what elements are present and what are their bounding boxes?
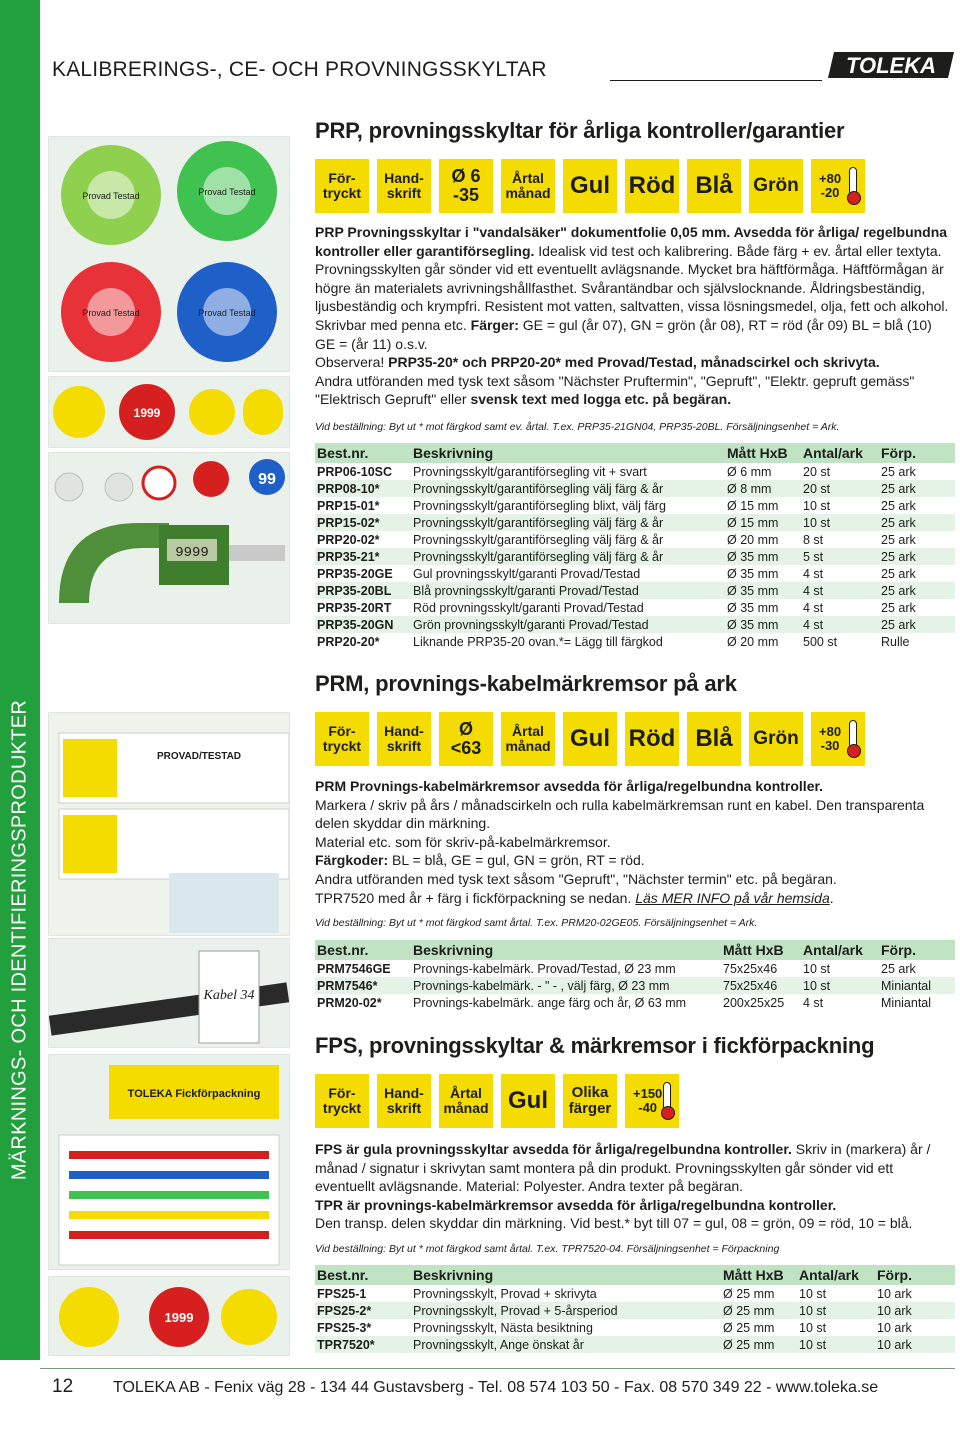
- more-info-link[interactable]: Läs MER INFO på vår hemsida: [635, 889, 830, 906]
- badge-diameter: Ø <63: [439, 712, 493, 766]
- prp-section-title: PRP, provningsskyltar för årliga kontroller/garantier: [315, 118, 845, 143]
- prm-description: PRM Provnings-kabelmärkremsor avsedda för årliga/regelbundna kontroller. Markera / skriv på års / månadscirkeln och rulla kabelmärkremsan runt en kabel. Den transparenta delen skyddar din märkning. Material etc. som för skriv-på-kabelmärkremsor. Färgkoder: BL = blå, GE = gul, GN = grön, RT = röd. Andra utföranden med tysk text såsom "Gepruft", "Nächster termin" etc. på begäran. TPR7520 med år + färg i fickförpackning se nedan. Läs MER INFO på vår hemsida.: [315, 778, 925, 906]
- svg-text:PROVAD/TESTAD: PROVAD/TESTAD: [156, 751, 242, 762]
- photo-prp-discs: [48, 136, 290, 372]
- badge-temperature: +80 -20: [811, 159, 865, 213]
- badge-fortryckt: För- tryckt: [315, 159, 369, 213]
- badge-artal-manad: Årtal månad: [501, 159, 555, 213]
- table-row: FPS25-2* Provningsskylt, Provad + 5-årsperiod Ø 25 mm 10 st 10 ark: [315, 1302, 955, 1319]
- table-row: PRP35-20GE Gul provningsskylt/garanti Provad/Testad Ø 35 mm 4 st 25 ark: [315, 565, 955, 582]
- badge-handskrift: Hand- skrift: [377, 159, 431, 213]
- thermometer-icon: [663, 1082, 671, 1114]
- fps-section-title: FPS, provningsskyltar & märkremsor i fickförpackning: [315, 1033, 875, 1058]
- badge-gul: Gul: [501, 1074, 555, 1128]
- svg-text:Provad Testad: Provad Testad: [82, 191, 140, 201]
- prp-table: [315, 443, 955, 650]
- thermometer-icon: [849, 720, 857, 752]
- photo-prm-sheets: [48, 712, 290, 936]
- badge-fortryckt: För- tryckt: [315, 1074, 369, 1128]
- table-row: PRP35-21* Provningsskylt/garantiförsegling välj färg & år Ø 35 mm 5 st 25 ark: [315, 548, 955, 565]
- prp-order-note: Vid beställning: Byt ut * mot färgkod samt ev. årtal. T.ex. PRP35-21GN04, PRP35-20BL. Försäljningsenhet = Ark.: [315, 421, 840, 433]
- photo-fps-discs: [48, 1276, 290, 1356]
- table-header-row: Best.nr. Beskrivning Mått HxB Antal/ark Förp.: [315, 940, 955, 960]
- badge-temperature: +150 -40: [625, 1074, 679, 1128]
- badge-gron: Grön: [749, 712, 803, 766]
- footer-rule: [40, 1368, 955, 1369]
- badge-temperature: +80 -30: [811, 712, 865, 766]
- table-row: PRM20-02* Provnings-kabelmärk. ange färg och år, Ø 63 mm 200x25x25 4 st Miniantal: [315, 994, 955, 1011]
- badge-fortryckt: För- tryckt: [315, 712, 369, 766]
- footer-contact: TOLEKA AB - Fenix väg 28 - 134 44 Gustavsberg - Tel. 08 574 103 50 - Fax. 08 570 349 22 - www.toleka.se: [113, 1379, 879, 1396]
- badge-bla: Blå: [687, 712, 741, 766]
- page-title: KALIBRERINGS-, CE- OCH PROVNINGSSKYLTAR: [52, 58, 547, 81]
- badge-olika-farger: Olika färger: [563, 1074, 617, 1128]
- table-row: FPS25-1 Provningsskylt, Provad + skrivyta Ø 25 mm 10 st 10 ark: [315, 1285, 955, 1302]
- svg-text:99: 99: [258, 471, 276, 488]
- svg-text:Provad Testad: Provad Testad: [82, 308, 140, 318]
- prm-badges: [315, 712, 865, 766]
- disc-labels-illustration: [49, 137, 289, 371]
- svg-text:TOLEKA Fickförpackning: TOLEKA Fickförpackning: [127, 1088, 261, 1100]
- prm-section-title: PRM, provnings-kabelmärkremsor på ark: [315, 671, 737, 696]
- table-row: PRP15-02* Provningsskylt/garantiförsegling välj färg & år Ø 15 mm 10 st 25 ark: [315, 514, 955, 531]
- prp-badges: [315, 159, 865, 213]
- svg-text:9999: 9999: [175, 545, 209, 561]
- fps-badges: [315, 1074, 679, 1128]
- page-number: 12: [52, 1376, 74, 1397]
- badge-artal-manad: Årtal månad: [439, 1074, 493, 1128]
- svg-text:Kabel 34: Kabel 34: [203, 988, 255, 1003]
- badge-bla: Blå: [687, 159, 741, 213]
- badge-artal-manad: Årtal månad: [501, 712, 555, 766]
- table-row: PRP35-20BL Blå provningsskylt/garanti Provad/Testad Ø 35 mm 4 st 25 ark: [315, 582, 955, 599]
- table-header-row: Best.nr. Beskrivning Mått HxB Antal/ark Förp.: [315, 443, 955, 463]
- svg-text:Provad Testad: Provad Testad: [198, 187, 256, 197]
- prp-description: PRP Provningsskyltar i "vandalsäker" dokumentfolie 0,05 mm. Avsedda för årliga/ regelbundna kontroller eller garantiförsegling. Idealisk vid test och kalibrering. Både färg + ev. årtal eller textyta. Provningsskylten går sönder vid ett eventuellt avlägsnande. Mycket bra häftförmåga. Häftförmågan är högre än materialets avrivningshållfasthet. Svårantändbar och självslocknande. Åldringsbeständig, ljusbeständig och krympfri. Resistent mot vatten, saltvatten, vissa lösningsmedel, olja, fett och alkohol. Skrivbar med penna etc. Färger: GE = gul (år 07), GN = grön (år 08), RT = röd (år 09) BL = blå (10) GE = (år 11) o.s.v. Observera! PRP35-20* och PRP20-20* med Provad/Testad, månadscirkel och skrivyta. Andra utföranden med tysk text såsom "Nächster Pruftermin", "Gepruft", "Elektr. gepruft gemäss" "Elektrisch Gepruft" eller svensk text med logga etc. på begäran.: [315, 224, 949, 408]
- photo-micrometer: [48, 452, 290, 624]
- badge-handskrift: Hand- skrift: [377, 712, 431, 766]
- photo-prp-mini-labels: [48, 376, 290, 448]
- table-row: PRP20-02* Provningsskylt/garantiförsegling välj färg & år Ø 20 mm 8 st 25 ark: [315, 531, 955, 548]
- toleka-logo: [828, 50, 956, 80]
- table-row: PRP15-01* Provningsskylt/garantiförsegling blixt, välj färg Ø 15 mm 10 st 25 ark: [315, 497, 955, 514]
- badge-handskrift: Hand- skrift: [377, 1074, 431, 1128]
- sidebar-label-wrap: [0, 0, 40, 1360]
- badge-rod: Röd: [625, 712, 679, 766]
- svg-text:1999: 1999: [133, 406, 161, 420]
- table-row: PRP35-20RT Röd provningsskylt/garanti Provad/Testad Ø 35 mm 4 st 25 ark: [315, 599, 955, 616]
- table-row: PRP20-20* Liknande PRP35-20 ovan.*= Lägg till färgkod Ø 20 mm 500 st Rulle: [315, 633, 955, 650]
- sidebar-label: MÄRKNINGS- OCH IDENTIFIERINGSPRODUKTER: [8, 699, 31, 1181]
- table-row: PRM7546* Provnings-kabelmärk. - " - , välj färg, Ø 23 mm 75x25x46 10 st Miniantal: [315, 977, 955, 994]
- table-header-row: Best.nr. Beskrivning Mått HxB Antal/ark Förp.: [315, 1265, 955, 1285]
- prm-order-note: Vid beställning: Byt ut * mot färgkod samt årtal. T.ex. PRM20-02GE05. Försäljningsenhet = Ark.: [315, 917, 758, 929]
- logo-text: TOLEKA: [845, 53, 937, 78]
- badge-gul: Gul: [563, 159, 617, 213]
- badge-diameter: Ø 6 -35: [439, 159, 493, 213]
- svg-text:Provad Testad: Provad Testad: [198, 308, 256, 318]
- fps-description: FPS är gula provningsskyltar avsedda för årliga/regelbundna kontroller. Skriv in (markera) år / månad / signatur i skrivytan samt montera på din produkt. Provningsskylten går sönder vid ett eventuellt avlägsnande. Material: Polyester. Andra texter på begäran. TPR är provnings-kabelmärkremsor avsedda för årliga/regelbundna kontroller. Den transp. delen skyddar din märkning. Vid best.* byt till 07 = gul, 08 = grön, 09 = röd, 10 = blå.: [315, 1141, 931, 1232]
- table-row: FPS25-3* Provningsskylt, Nästa besiktning Ø 25 mm 10 st 10 ark: [315, 1319, 955, 1336]
- table-row: PRM7546GE Provnings-kabelmärk. Provad/Testad, Ø 23 mm 75x25x46 10 st 25 ark: [315, 960, 955, 977]
- header-rule: [610, 80, 822, 81]
- svg-text:1999: 1999: [164, 1310, 194, 1325]
- prm-table: [315, 940, 955, 1011]
- badge-rod: Röd: [625, 159, 679, 213]
- fps-table: [315, 1265, 955, 1353]
- badge-gron: Grön: [749, 159, 803, 213]
- table-row: PRP35-20GN Grön provningsskylt/garanti Provad/Testad Ø 35 mm 4 st 25 ark: [315, 616, 955, 633]
- photo-fps-pack: [48, 1054, 290, 1270]
- table-row: PRP06-10SC Provningsskylt/garantiförsegling vit + svart Ø 6 mm 20 st 25 ark: [315, 463, 955, 480]
- thermometer-icon: [849, 167, 857, 199]
- fps-order-note: Vid beställning: Byt ut * mot färgkod samt årtal. T.ex. TPR7520-04. Försäljningsenhet = Förpackning: [315, 1243, 780, 1255]
- photo-prm-cable: [48, 938, 290, 1048]
- table-row: PRP08-10* Provningsskylt/garantiförsegling välj färg & år Ø 8 mm 20 st 25 ark: [315, 480, 955, 497]
- badge-gul: Gul: [563, 712, 617, 766]
- table-row: TPR7520* Provningsskylt, Ange önskat år Ø 25 mm 10 st 10 ark: [315, 1336, 955, 1353]
